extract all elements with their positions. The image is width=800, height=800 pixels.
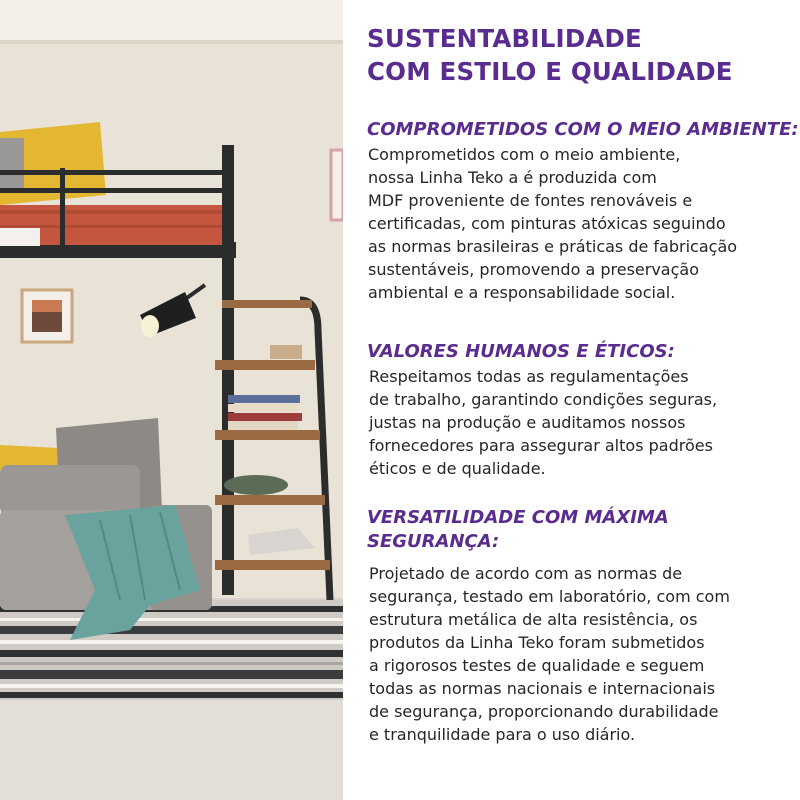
body-line: nossa Linha Teko a é produzida com xyxy=(368,168,657,187)
product-photo xyxy=(0,0,343,800)
body-line: justas na produção e auditamos nossos xyxy=(369,413,686,432)
body-line: as normas brasileiras e práticas de fabricação xyxy=(368,237,738,256)
body-line: a rigorosos testes de qualidade e seguem xyxy=(369,656,705,675)
content-panel xyxy=(343,0,800,800)
section-body xyxy=(368,143,792,304)
body-line: Respeitamos todas as regulamentações xyxy=(369,367,689,386)
body-line: fornecedores para assegurar altos padrões xyxy=(369,436,713,455)
body-line: Comprometidos com o meio ambiente, xyxy=(368,145,681,164)
body-line: e tranquilidade para o uso diário. xyxy=(369,725,636,744)
section-environment xyxy=(367,118,799,304)
section-values xyxy=(367,340,792,480)
section-versatility xyxy=(367,506,792,746)
body-line: Projetado de acordo com as normas de xyxy=(369,564,683,583)
section-heading-line: COMPROMETIDOS COM O MEIO AMBIENTE: xyxy=(367,119,799,140)
section-heading xyxy=(367,506,792,554)
section-body xyxy=(369,365,792,480)
section-heading-line: SEGURANÇA: xyxy=(367,531,500,552)
body-line: estrutura metálica de alta resistência, os xyxy=(369,610,698,629)
section-body xyxy=(369,562,792,746)
body-line: MDF proveniente de fontes renováveis e xyxy=(368,191,693,210)
body-line: ambiental e a responsabilidade social. xyxy=(368,283,676,302)
section-heading-line: VALORES HUMANOS E ÉTICOS: xyxy=(367,341,675,362)
body-line: todas as normas nacionais e internacionais xyxy=(369,679,716,698)
body-line: sustentáveis, promovendo a preservação xyxy=(368,260,699,279)
body-line: segurança, testado em laboratório, com com xyxy=(369,587,730,606)
body-line: éticos e de qualidade. xyxy=(369,459,546,478)
page-title-line: COM ESTILO E QUALIDADE xyxy=(367,57,733,86)
section-heading-line: VERSATILIDADE COM MÁXIMA xyxy=(367,507,669,528)
body-line: de segurança, proporcionando durabilidade xyxy=(369,702,719,721)
section-heading xyxy=(367,118,799,142)
body-line: de trabalho, garantindo condições seguras, xyxy=(369,390,718,409)
page-title xyxy=(367,22,733,88)
loft-bed-scene-illustration xyxy=(0,0,343,800)
body-line: produtos da Linha Teko foram submetidos xyxy=(369,633,705,652)
section-heading xyxy=(367,340,792,364)
striped-rug-icon xyxy=(0,600,343,700)
body-line: certificadas, com pinturas atóxicas seguindo xyxy=(368,214,726,233)
page-title-line: SUSTENTABILIDADE xyxy=(367,24,642,53)
